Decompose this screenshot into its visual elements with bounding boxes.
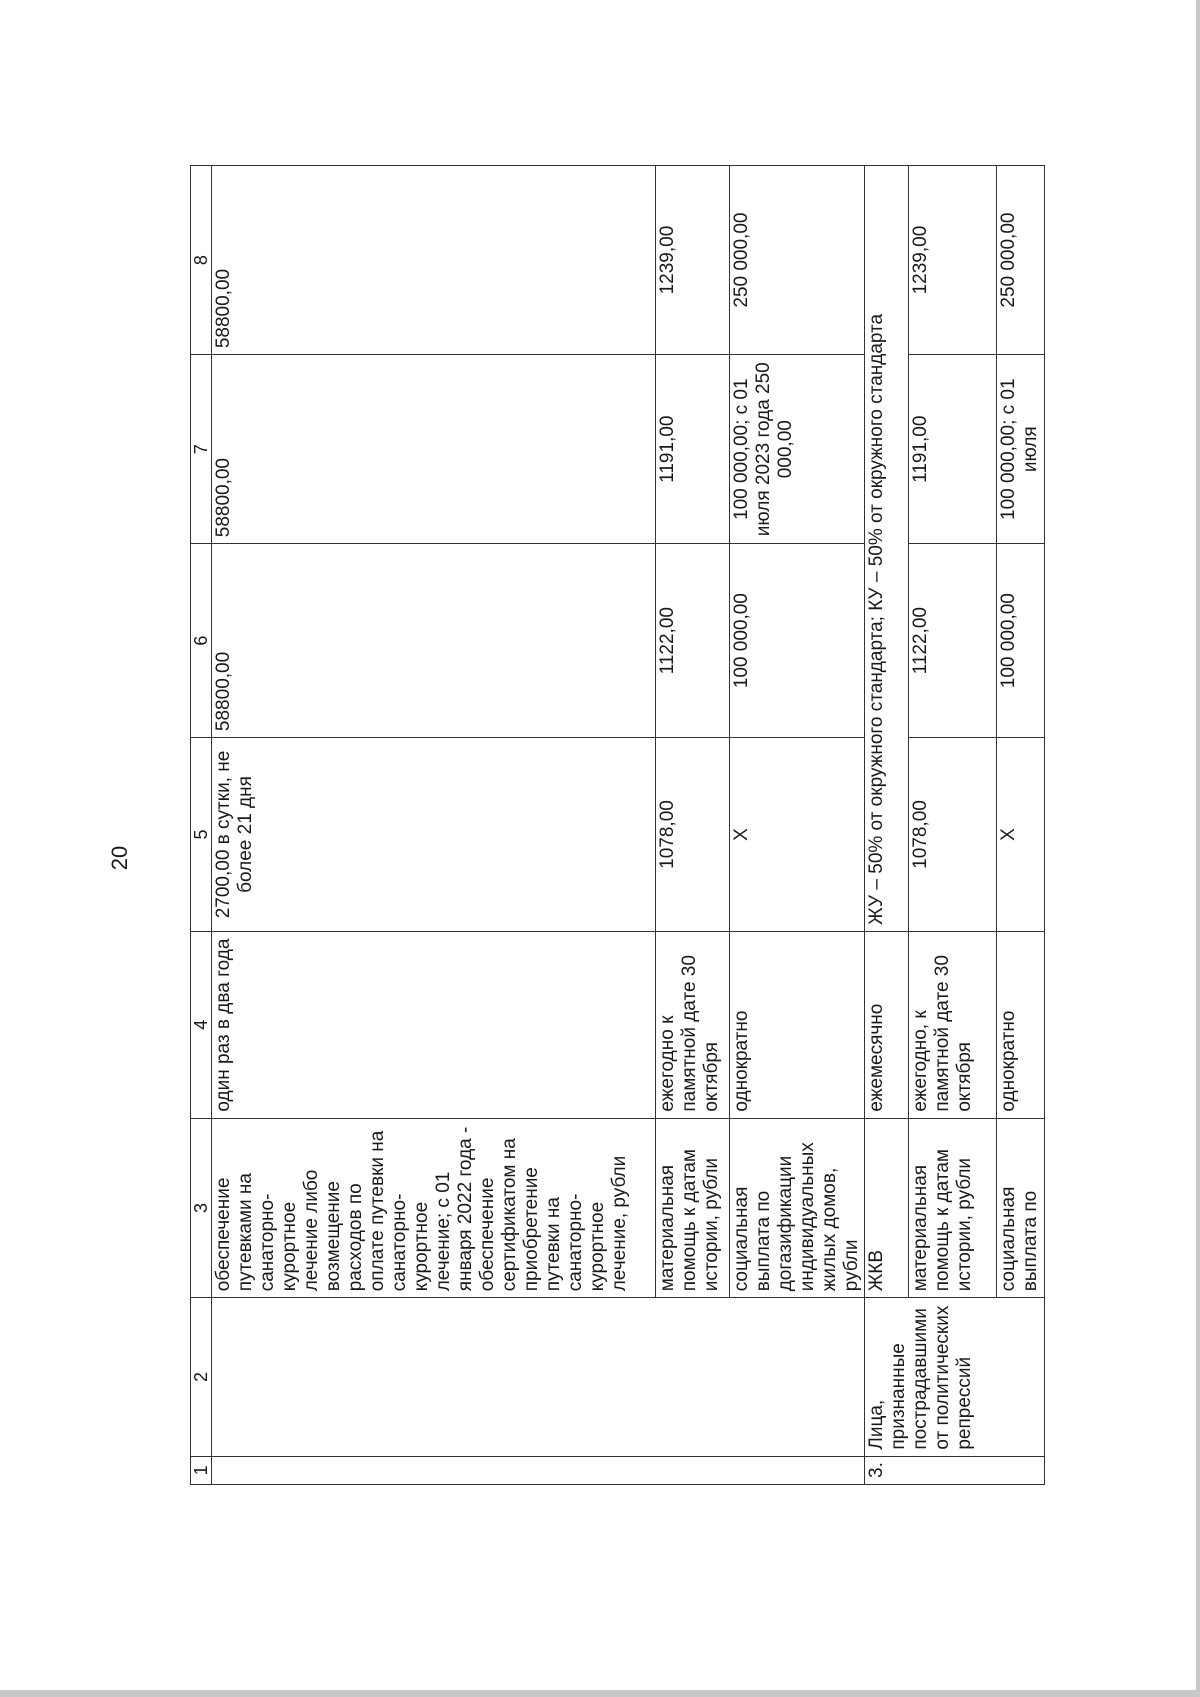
cell-standard-span: ЖУ – 50% от окружного стандарта; КУ – 50% от окружного стандарта: [865, 166, 909, 932]
col-header: 4: [191, 931, 212, 1118]
cell-value: 1078,00: [656, 738, 730, 932]
cell-period: однократно: [997, 931, 1045, 1118]
cell-value: 100 000,00: [730, 544, 865, 738]
cell-period: однократно: [730, 931, 865, 1118]
cell-value: 250 000,00: [997, 166, 1045, 355]
cell-value: 1191,00: [656, 355, 730, 544]
cell-num: 3.: [865, 1456, 1045, 1484]
cell-value: 1122,00: [909, 544, 997, 738]
rotated-table-wrapper: [190, 165, 1080, 1485]
cell-value: 100 000,00; с 01 июля 2023 года 250 000,00: [730, 355, 865, 544]
col-header: 7: [191, 355, 212, 544]
cell-value: 1078,00: [909, 738, 997, 932]
table-row: [997, 166, 1045, 1485]
cell-measure: ЖКВ: [865, 1118, 909, 1298]
header-row: [191, 166, 212, 1485]
cell-value: Х: [997, 738, 1045, 932]
cell-value: 1122,00: [656, 544, 730, 738]
col-header: 1: [191, 1456, 212, 1484]
table-row: [865, 166, 909, 1485]
cell-measure: материальная помощь к датам истории, рубли: [909, 1118, 997, 1298]
cell-value: 2700,00 в сутки, не более 21 дня: [212, 738, 656, 932]
cell-value: 1239,00: [909, 166, 997, 355]
cell-measure: социальная выплата по: [997, 1118, 1045, 1298]
cell-period: один раз в два года: [212, 931, 656, 1118]
cell-value: 1191,00: [909, 355, 997, 544]
cell-num: [212, 1456, 865, 1484]
col-header: 2: [191, 1298, 212, 1456]
table-row: [212, 166, 656, 1485]
cell-period: ежегодно, к памятной дате 30 октября: [909, 931, 997, 1118]
col-header: 3: [191, 1118, 212, 1298]
cell-value: 58800,00: [212, 166, 656, 355]
cell-value: 1239,00: [656, 166, 730, 355]
cell-category: [212, 1298, 865, 1456]
table-row: [909, 166, 997, 1485]
cell-period: ежегодно к памятной дате 30 октября: [656, 931, 730, 1118]
cell-value: 58800,00: [212, 355, 656, 544]
col-header: 6: [191, 544, 212, 738]
col-header: 8: [191, 166, 212, 355]
cell-value: 58800,00: [212, 544, 656, 738]
cell-value: 250 000,00: [730, 166, 865, 355]
cell-measure: материальная помощь к датам истории, рубли: [656, 1118, 730, 1298]
cell-measure: социальная выплата по догазификации индивидуальных жилых домов, рубли: [730, 1118, 865, 1298]
benefits-table: [190, 165, 1045, 1485]
cell-measure: обеспечение путевками на санаторно-курортное лечение либо возмещение расходов по оплате путевки на санаторно-курортное лечение; с 01 января 2022 года - обеспечение сертификатом на приобретение путевки на санаторно-курортное лечение, рубли: [212, 1118, 656, 1298]
table-row: [656, 166, 730, 1485]
page-number: 20: [107, 845, 132, 871]
cell-category: Лица, признанные пострадавшими от политических репрессий: [865, 1298, 1045, 1456]
cell-period: ежемесячно: [865, 931, 909, 1118]
cell-value: 100 000,00; с 01 июля: [997, 355, 1045, 544]
cell-value: 100 000,00: [997, 544, 1045, 738]
col-header: 5: [191, 738, 212, 932]
table-row: [730, 166, 865, 1485]
cell-value: Х: [730, 738, 865, 932]
